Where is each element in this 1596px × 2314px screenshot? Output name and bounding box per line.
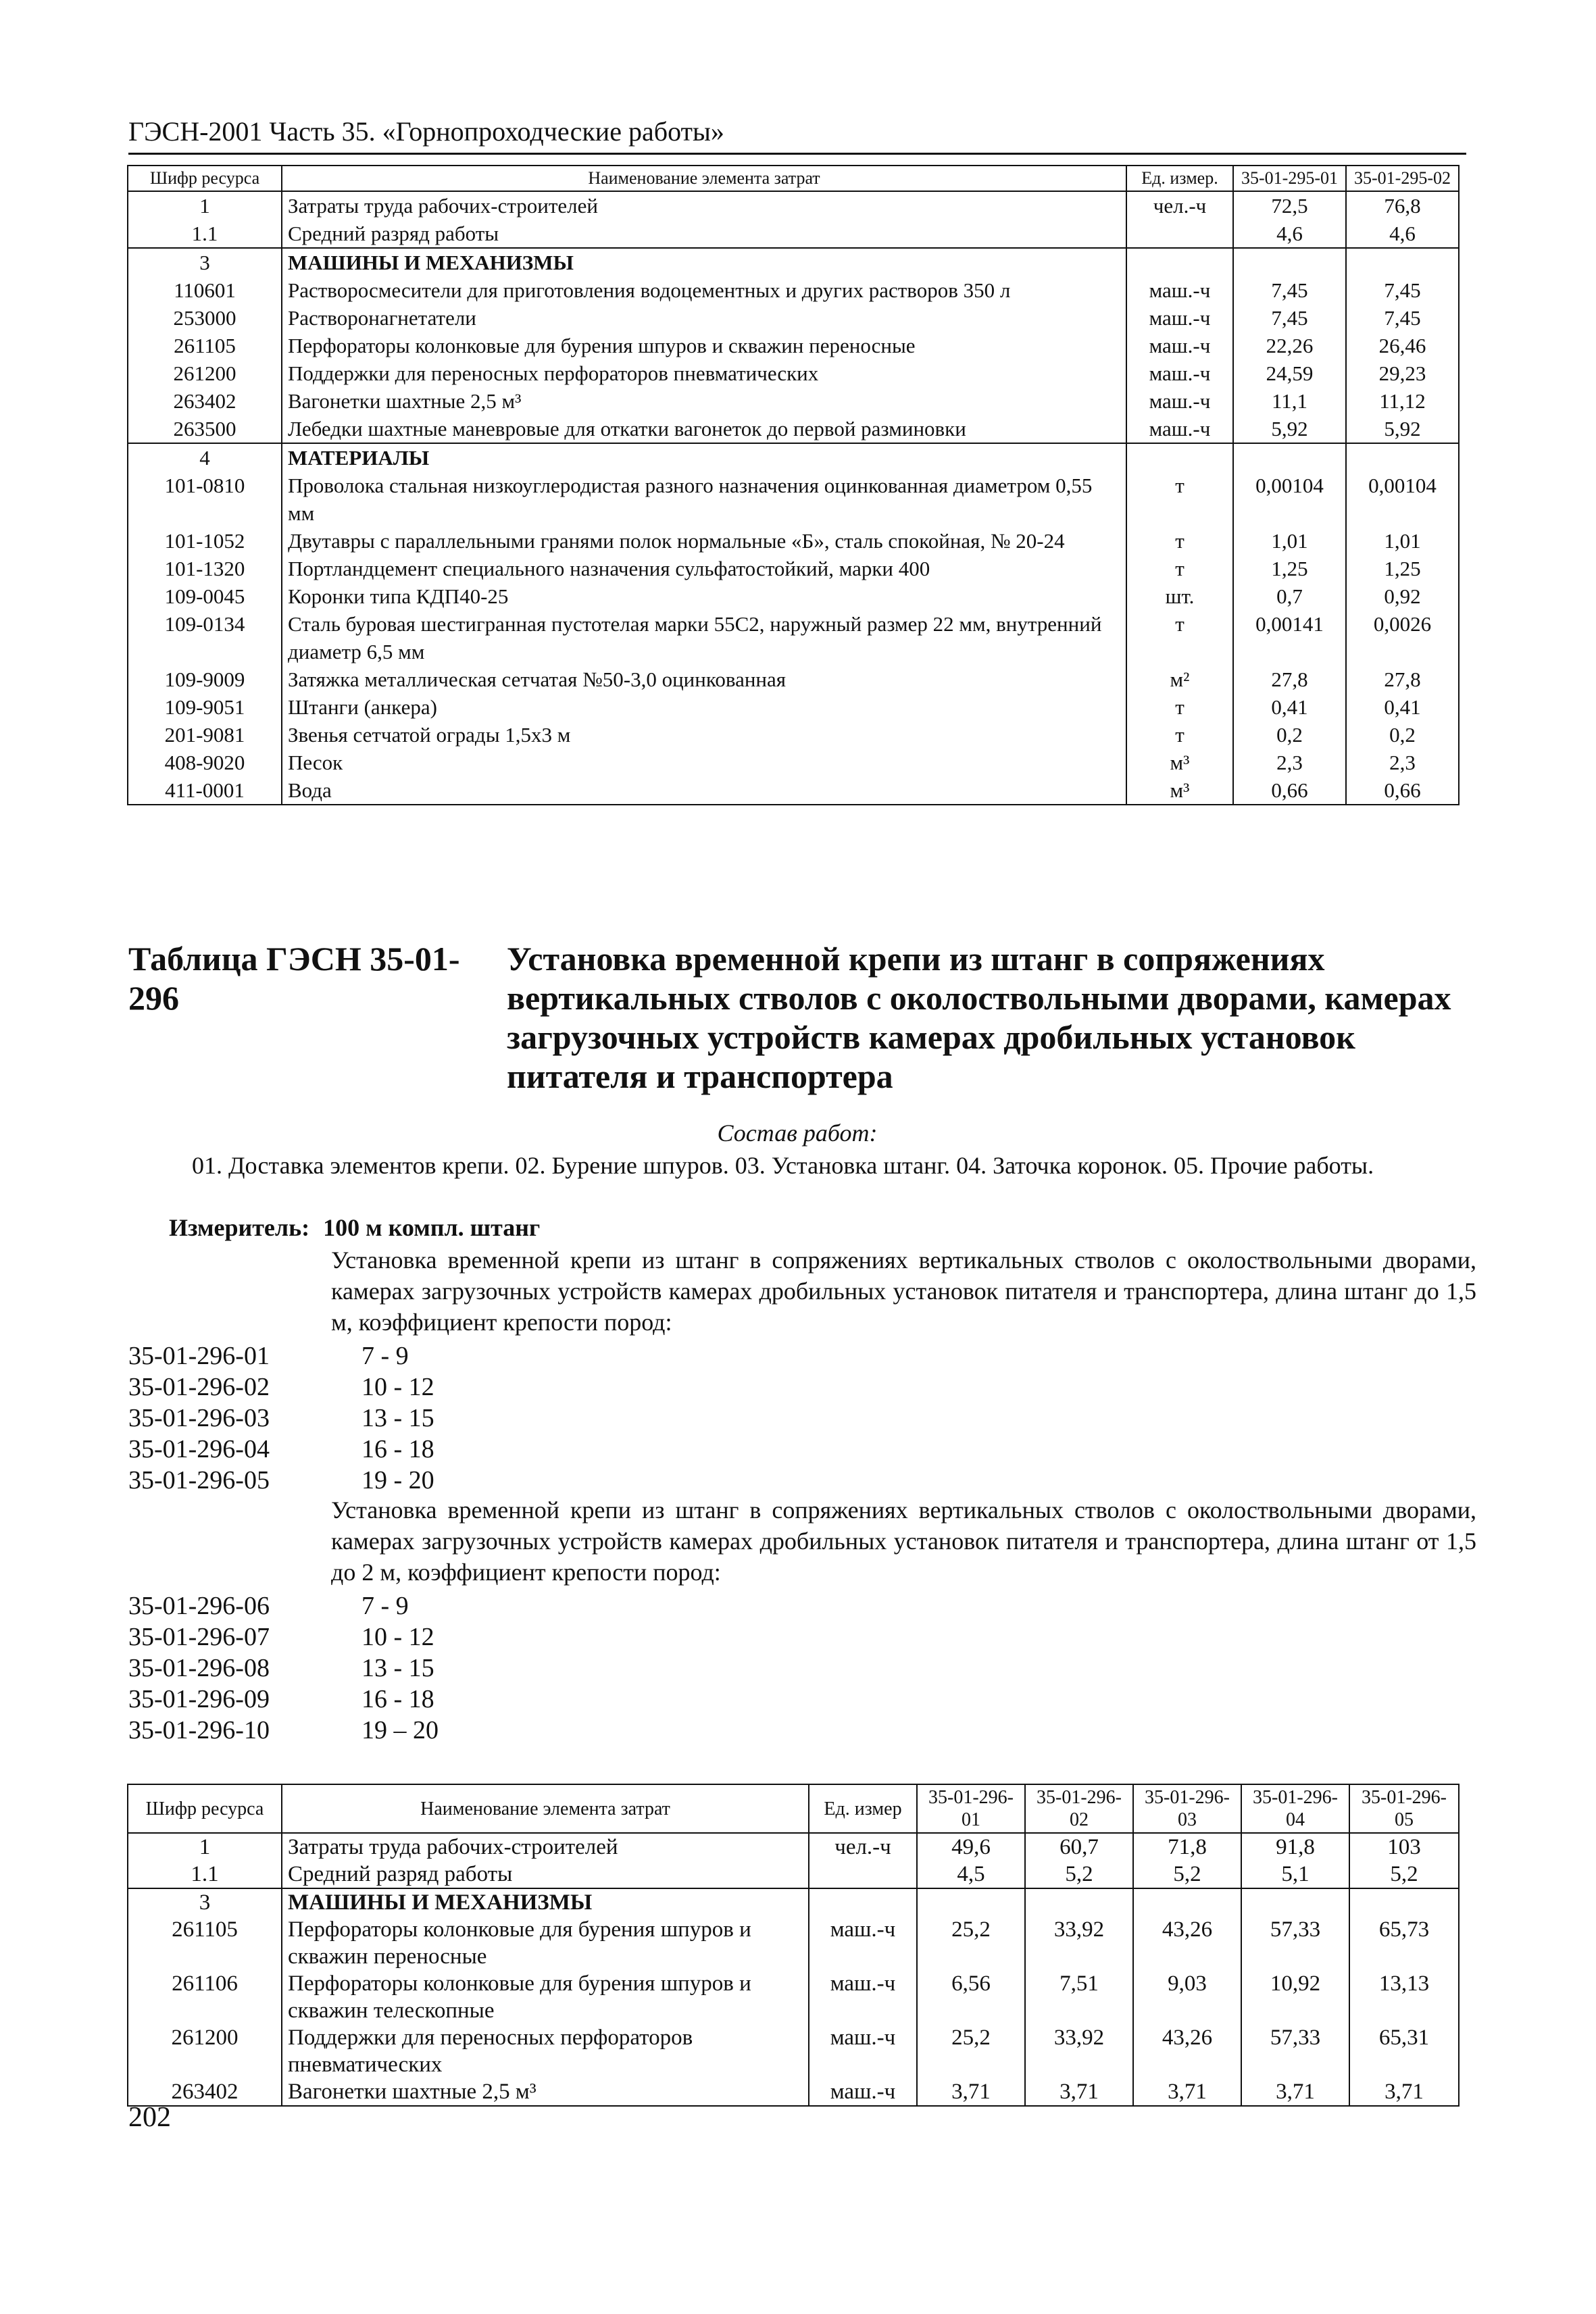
column-header: 35-01-296-05 (1349, 1784, 1459, 1833)
table-row (128, 359, 1459, 387)
norm-code-list-2 (128, 1590, 439, 1746)
table-row (128, 332, 1459, 359)
table-row (128, 220, 1459, 248)
rock-hardness-range: 19 - 20 (361, 1466, 434, 1494)
resource-name-cell: Звенья сетчатой ограды 1,5х3 м (282, 721, 1126, 749)
resource-name-cell: Штанги (анкера) (282, 693, 1126, 721)
norm-code: 35-01-296-06 (128, 1592, 270, 1620)
norm-code: 35-01-296-04 (128, 1435, 270, 1463)
column-header: 35-01-295-02 (1346, 166, 1459, 191)
value-cell: 10,92 (1241, 1970, 1349, 2024)
table-row (128, 1888, 1459, 1916)
resource-code-cell: 1.1 (128, 1861, 282, 1888)
value-cell (1241, 1888, 1349, 1916)
resource-name-cell: Песок (282, 749, 1126, 776)
table-row (128, 1970, 1459, 2024)
value-cell: 4,6 (1346, 220, 1459, 248)
value-cell (1349, 1888, 1459, 1916)
value-cell: 29,23 (1346, 359, 1459, 387)
value-cell: 0,41 (1346, 693, 1459, 721)
value-cell: 0,00141 (1233, 610, 1346, 665)
meter-value: 100 м компл. штанг (323, 1214, 541, 1241)
resource-code-cell: 261200 (128, 2024, 282, 2078)
value-cell: 33,92 (1025, 2024, 1133, 2078)
value-cell (1346, 443, 1459, 472)
resource-name-cell: МАШИНЫ И МЕХАНИЗМЫ (282, 248, 1126, 276)
page-number: 202 (128, 2102, 171, 2133)
resource-code-cell: 109-9009 (128, 665, 282, 693)
unit-cell: т (1126, 472, 1233, 527)
resource-code-cell: 261105 (128, 1916, 282, 1970)
resource-name-cell: Лебедки шахтные маневровые для откатки вагонеток до первой разминовки (282, 415, 1126, 443)
table-row (128, 665, 1459, 693)
norm-code-row (128, 1684, 439, 1715)
norm-code-row (128, 1434, 434, 1465)
resource-code-cell: 109-0045 (128, 582, 282, 610)
table-row (128, 276, 1459, 304)
value-cell: 72,5 (1233, 191, 1346, 220)
table-row (128, 443, 1459, 472)
resource-name-cell: Вода (282, 776, 1126, 805)
resource-code-cell: 3 (128, 248, 282, 276)
resource-code-cell: 263500 (128, 415, 282, 443)
norm-code: 35-01-296-03 (128, 1404, 270, 1432)
rock-hardness-range: 10 - 12 (361, 1623, 434, 1651)
resource-table-296 (127, 1784, 1460, 2107)
value-cell: 91,8 (1241, 1833, 1349, 1861)
table-row (128, 582, 1459, 610)
value-cell (1233, 443, 1346, 472)
value-cell: 49,6 (917, 1833, 1025, 1861)
value-cell: 76,8 (1346, 191, 1459, 220)
resource-name-cell: Растворонагнетатели (282, 304, 1126, 332)
value-cell: 4,5 (917, 1861, 1025, 1888)
value-cell: 57,33 (1241, 1916, 1349, 1970)
resource-name-cell: Затраты труда рабочих-строителей (282, 191, 1126, 220)
value-cell: 65,73 (1349, 1916, 1459, 1970)
resource-name-cell: Сталь буровая шестигранная пустотелая марки 55С2, наружный размер 22 мм, внутренний диаметр 6,5 мм (282, 610, 1126, 665)
value-cell: 5,2 (1025, 1861, 1133, 1888)
value-cell: 4,6 (1233, 220, 1346, 248)
value-cell: 0,92 (1346, 582, 1459, 610)
resource-code-cell: 110601 (128, 276, 282, 304)
norm-code: 35-01-296-01 (128, 1342, 270, 1370)
column-header: Ед. измер. (1126, 166, 1233, 191)
value-cell: 0,41 (1233, 693, 1346, 721)
resource-name-cell: Затраты труда рабочих-строителей (282, 1833, 809, 1861)
value-cell: 5,92 (1233, 415, 1346, 443)
value-cell: 3,71 (1025, 2078, 1133, 2106)
unit-cell (1126, 443, 1233, 472)
norm-code: 35-01-296-07 (128, 1623, 270, 1651)
unit-cell: т (1126, 721, 1233, 749)
column-header: Шифр ресурса (128, 166, 282, 191)
table-row (128, 610, 1459, 665)
resource-name-cell: Перфораторы колонковые для бурения шпуров и скважин переносные (282, 1916, 809, 1970)
table-row (128, 1861, 1459, 1888)
table-header-row (128, 166, 1459, 191)
table-row (128, 304, 1459, 332)
resource-code-cell: 1 (128, 191, 282, 220)
value-cell (1025, 1888, 1133, 1916)
unit-cell: маш.-ч (809, 2024, 917, 2078)
resource-code-cell: 263402 (128, 387, 282, 415)
norm-code-row (128, 1372, 434, 1403)
unit-cell (809, 1888, 917, 1916)
rock-hardness-range: 16 - 18 (361, 1435, 434, 1463)
value-cell: 1,01 (1346, 527, 1459, 555)
resource-name-cell: Средний разряд работы (282, 1861, 809, 1888)
resource-name-cell: Двутавры с параллельными гранями полок нормальные «Б», сталь спокойная, № 20-24 (282, 527, 1126, 555)
column-header: 35-01-296-01 (917, 1784, 1025, 1833)
resource-name-cell: Портландцемент специального назначения сульфатостойкий, марки 400 (282, 555, 1126, 582)
norm-code-row (128, 1340, 434, 1372)
value-cell: 65,31 (1349, 2024, 1459, 2078)
value-cell: 25,2 (917, 2024, 1025, 2078)
norm-code-list-1 (128, 1340, 434, 1496)
value-cell: 1,01 (1233, 527, 1346, 555)
value-cell: 13,13 (1349, 1970, 1459, 2024)
resource-code-cell: 1 (128, 1833, 282, 1861)
resource-code-cell: 101-1320 (128, 555, 282, 582)
resource-name-cell: Растворосмесители для приготовления водоцементных и других растворов 350 л (282, 276, 1126, 304)
value-cell: 11,1 (1233, 387, 1346, 415)
rock-hardness-range: 13 - 15 (361, 1404, 434, 1432)
unit-cell: маш.-ч (1126, 304, 1233, 332)
value-cell: 0,2 (1346, 721, 1459, 749)
column-header: Наименование элемента затрат (282, 1784, 809, 1833)
resource-name-cell: Вагонетки шахтные 2,5 м³ (282, 2078, 809, 2106)
norm-code-row (128, 1590, 439, 1621)
unit-cell (1126, 220, 1233, 248)
table-row (128, 555, 1459, 582)
value-cell: 26,46 (1346, 332, 1459, 359)
value-cell: 0,66 (1346, 776, 1459, 805)
resource-code-cell: 261106 (128, 1970, 282, 2024)
unit-cell: маш.-ч (1126, 332, 1233, 359)
value-cell: 3,71 (1349, 2078, 1459, 2106)
table-row (128, 693, 1459, 721)
meter-label: Измеритель: (169, 1214, 310, 1241)
value-cell: 2,3 (1233, 749, 1346, 776)
value-cell: 27,8 (1233, 665, 1346, 693)
value-cell: 43,26 (1133, 1916, 1241, 1970)
table-row (128, 387, 1459, 415)
resource-name-cell: Перфораторы колонковые для бурения шпуров и скважин телескопные (282, 1970, 809, 2024)
table-row (128, 472, 1459, 527)
unit-cell: т (1126, 527, 1233, 555)
rock-hardness-range: 19 – 20 (361, 1716, 439, 1744)
unit-cell: м³ (1126, 749, 1233, 776)
column-header: 35-01-295-01 (1233, 166, 1346, 191)
unit-cell: маш.-ч (1126, 415, 1233, 443)
value-cell: 5,2 (1133, 1861, 1241, 1888)
norm-code: 35-01-296-02 (128, 1373, 270, 1401)
unit-cell: т (1126, 693, 1233, 721)
column-header: Наименование элемента затрат (282, 166, 1126, 191)
value-cell: 3,71 (917, 2078, 1025, 2106)
column-header: Шифр ресурса (128, 1784, 282, 1833)
unit-cell: чел.-ч (809, 1833, 917, 1861)
value-cell: 5,92 (1346, 415, 1459, 443)
value-cell (1346, 248, 1459, 276)
resource-code-cell: 3 (128, 1888, 282, 1916)
value-cell: 43,26 (1133, 2024, 1241, 2078)
table-row (128, 749, 1459, 776)
value-cell: 27,8 (1346, 665, 1459, 693)
rock-hardness-range: 10 - 12 (361, 1373, 434, 1401)
table-row (128, 776, 1459, 805)
value-cell: 5,2 (1349, 1861, 1459, 1888)
work-composition-heading: Состав работ: (717, 1120, 878, 1147)
value-cell: 22,26 (1233, 332, 1346, 359)
column-header: 35-01-296-03 (1133, 1784, 1241, 1833)
unit-cell: чел.-ч (1126, 191, 1233, 220)
unit-cell: маш.-ч (1126, 387, 1233, 415)
table-row (128, 2078, 1459, 2106)
rock-hardness-range: 13 - 15 (361, 1654, 434, 1682)
value-cell: 6,56 (917, 1970, 1025, 2024)
resource-code-cell: 1.1 (128, 220, 282, 248)
value-cell: 25,2 (917, 1916, 1025, 1970)
value-cell: 1,25 (1346, 555, 1459, 582)
table-row (128, 2024, 1459, 2078)
value-cell: 60,7 (1025, 1833, 1133, 1861)
unit-cell: маш.-ч (1126, 359, 1233, 387)
unit-cell: маш.-ч (809, 1916, 917, 1970)
value-cell: 71,8 (1133, 1833, 1241, 1861)
table-row (128, 721, 1459, 749)
value-cell (1233, 248, 1346, 276)
norm-code-row (128, 1621, 439, 1653)
resource-code-cell: 109-0134 (128, 610, 282, 665)
work-composition-text: 01. Доставка элементов крепи. 02. Бурение шпуров. 03. Установка штанг. 04. Заточка коронок. 05. Прочие работы. (192, 1152, 1374, 1179)
value-cell: 0,00104 (1233, 472, 1346, 527)
rock-hardness-range: 7 - 9 (361, 1592, 409, 1620)
value-cell: 7,51 (1025, 1970, 1133, 2024)
value-cell: 9,03 (1133, 1970, 1241, 2024)
value-cell: 5,1 (1241, 1861, 1349, 1888)
value-cell (917, 1888, 1025, 1916)
value-cell: 11,12 (1346, 387, 1459, 415)
resource-table-295 (127, 165, 1460, 805)
norm-code: 35-01-296-05 (128, 1466, 270, 1494)
resource-code-cell: 4 (128, 443, 282, 472)
resource-name-cell: Коронки типа КДП40-25 (282, 582, 1126, 610)
norm-code-row (128, 1403, 434, 1434)
value-cell: 103 (1349, 1833, 1459, 1861)
table-body (128, 1833, 1459, 2106)
unit-cell (1126, 248, 1233, 276)
resource-code-cell: 109-9051 (128, 693, 282, 721)
value-cell: 0,00104 (1346, 472, 1459, 527)
resource-name-cell: Вагонетки шахтные 2,5 м³ (282, 387, 1126, 415)
norm-code-row (128, 1715, 439, 1746)
norm-code: 35-01-296-10 (128, 1716, 270, 1744)
unit-cell (809, 1861, 917, 1888)
column-header: Ед. измер (809, 1784, 917, 1833)
value-cell: 0,2 (1233, 721, 1346, 749)
unit-cell: м² (1126, 665, 1233, 693)
resource-code-cell: 408-9020 (128, 749, 282, 776)
unit-cell: м³ (1126, 776, 1233, 805)
resource-code-cell: 101-1052 (128, 527, 282, 555)
norm-code-row (128, 1653, 439, 1684)
table-number: Таблица ГЭСН 35-01-296 (128, 940, 460, 1017)
table-row (128, 527, 1459, 555)
table-row (128, 415, 1459, 443)
resource-name-cell: Поддержки для переносных перфораторов пневматических (282, 2024, 809, 2078)
resource-name-cell: Средний разряд работы (282, 220, 1126, 248)
table-row (128, 191, 1459, 220)
resource-name-cell: МАШИНЫ И МЕХАНИЗМЫ (282, 1888, 809, 1916)
unit-cell: т (1126, 555, 1233, 582)
norm-description-2: Установка временной крепи из штанг в сопряжениях вертикальных стволов с околоствольными дворами, камерах загрузочных устройств камерах дробильных установок питателя и транспортера, длина штанг от 1,5 до 2 м, коэффициент крепости пород: (331, 1496, 1476, 1586)
value-cell: 0,7 (1233, 582, 1346, 610)
rock-hardness-range: 16 - 18 (361, 1685, 434, 1713)
table-body (128, 191, 1459, 805)
table-title: Установка временной крепи из штанг в сопряжениях вертикальных стволов с околоствольными дворами, камерах загрузочных устройств камерах дробильных установок питателя и транспортера (507, 940, 1451, 1095)
norm-code-row (128, 1465, 434, 1496)
unit-cell: маш.-ч (809, 1970, 917, 2024)
value-cell: 2,3 (1346, 749, 1459, 776)
value-cell: 7,45 (1233, 276, 1346, 304)
value-cell: 0,66 (1233, 776, 1346, 805)
unit-cell: маш.-ч (1126, 276, 1233, 304)
unit-cell: шт. (1126, 582, 1233, 610)
value-cell: 24,59 (1233, 359, 1346, 387)
page-header: ГЭСН-2001 Часть 35. «Горнопроходческие работы» (128, 116, 1466, 155)
resource-name-cell: МАТЕРИАЛЫ (282, 443, 1126, 472)
column-header: 35-01-296-02 (1025, 1784, 1133, 1833)
resource-name-cell: Затяжка металлическая сетчатая №50-3,0 оцинкованная (282, 665, 1126, 693)
table-row (128, 1833, 1459, 1861)
value-cell: 7,45 (1346, 276, 1459, 304)
value-cell (1133, 1888, 1241, 1916)
value-cell: 0,0026 (1346, 610, 1459, 665)
norm-code: 35-01-296-08 (128, 1654, 270, 1682)
norm-code: 35-01-296-09 (128, 1685, 270, 1713)
unit-cell: т (1126, 610, 1233, 665)
table-row (128, 1916, 1459, 1970)
norm-description-1: Установка временной крепи из штанг в сопряжениях вертикальных стволов с околоствольными дворами, камерах загрузочных устройств камерах дробильных установок питателя и транспортера, длина штанг до 1,5 м, коэффициент крепости пород: (331, 1247, 1476, 1336)
resource-code-cell: 263402 (128, 2078, 282, 2106)
value-cell: 7,45 (1233, 304, 1346, 332)
resource-code-cell: 261200 (128, 359, 282, 387)
resource-code-cell: 253000 (128, 304, 282, 332)
value-cell: 57,33 (1241, 2024, 1349, 2078)
value-cell: 7,45 (1346, 304, 1459, 332)
value-cell: 3,71 (1241, 2078, 1349, 2106)
resource-name-cell: Проволока стальная низкоуглеродистая разного назначения оцинкованная диаметром 0,55 мм (282, 472, 1126, 527)
section-title (128, 939, 1466, 1096)
value-cell: 33,92 (1025, 1916, 1133, 1970)
resource-name-cell: Перфораторы колонковые для бурения шпуров и скважин переносные (282, 332, 1126, 359)
resource-code-cell: 101-0810 (128, 472, 282, 527)
value-cell: 1,25 (1233, 555, 1346, 582)
meter-line (169, 1213, 553, 1242)
unit-cell: маш.-ч (809, 2078, 917, 2106)
resource-code-cell: 411-0001 (128, 776, 282, 805)
resource-code-cell: 201-9081 (128, 721, 282, 749)
column-header: 35-01-296-04 (1241, 1784, 1349, 1833)
resource-code-cell: 261105 (128, 332, 282, 359)
resource-name-cell: Поддержки для переносных перфораторов пневматических (282, 359, 1126, 387)
rock-hardness-range: 7 - 9 (361, 1342, 409, 1370)
table-header-row (128, 1784, 1459, 1833)
table-row (128, 248, 1459, 276)
value-cell: 3,71 (1133, 2078, 1241, 2106)
